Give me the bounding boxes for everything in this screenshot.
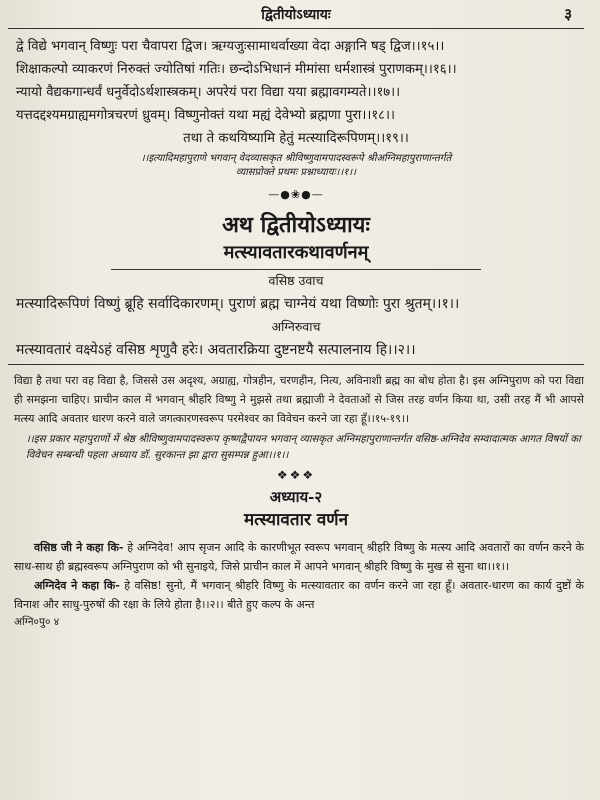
chapter-end-note: ।।इस प्रकार महापुराणों में श्रेष्ठ श्रीविष्णुवामपादस्वरूप कृष्णद्वैपायन भगवान् व्यासकृत अग्निमहापुराणान्तर्गत वसिष्ठ-अग्निदेव सम्वादात्मक आगत विषयों का विवेचन सम्बन्धी पहला अध्याय डॉ. सुरकान्त झा द्वारा सुसम्पन्न हुआ।।१।।	[26, 434, 581, 461]
colophon-line: व्यासप्रोक्ते प्रथमः प्रश्नाध्यायः।।१।।	[235, 167, 357, 178]
speaker-label: वसिष्ठ जी ने कहा कि-	[34, 541, 124, 554]
verse-line: मत्स्यादिरूपिणं विष्णुं ब्रूहि सर्वादिकारणम्। पुराणं ब्रह्म चाग्नेयं यथा विष्णोः पुरा श्रुतम्।।१।।	[16, 296, 460, 312]
signature-mark: अग्नि०पु० ४	[14, 616, 60, 628]
page-header	[8, 0, 584, 29]
speaker-label: अग्निदेव ने कहा कि-	[34, 579, 120, 592]
verse-line: तथा ते कथयिष्यामि हेतुं मत्स्यादिरूपिणम्।।१९।।	[183, 131, 409, 146]
hindi-chapter-label: अध्याय-२	[269, 488, 323, 506]
translation-paragraph	[14, 576, 584, 614]
translation-paragraph: विद्या है तथा परा वह विद्या है, जिससे उस अदृश्य, अग्राह्य, गोत्रहीन, चरणहीन, नित्य, अविनाशी ब्रह्म का बोध होता है। इस अग्निपुराण को परा विद्या ही समझना चाहिए। प्राचीन काल में भगवान् श्रीहरि विष्णु ने मुझसे तथा ब्रह्माजी ने देवताओं से जिस तरह वर्णन किया था, उसी तरह मैं भी आपसे मत्स्य आदि अवतार धारण करने वाले जगत्कारणस्वरूप परमेश्वर का विवेचन करने जा रहा हूँ।।१५-१९।।	[14, 374, 584, 425]
ornament-divider: —●❀●—	[268, 188, 324, 201]
verse-line: शिक्षाकल्पो व्याकरणं निरुक्तं ज्योतिषां गतिः। छन्दोऽभिधानं मीमांसा धर्मशास्त्रं पुराणकम्।।१६।।	[16, 62, 457, 77]
verse-line: द्वे विद्ये भगवान् विष्णुः परा चैवापरा द्विज। ऋग्यजुःसामाथर्वाख्या वेदा अङ्गानि षड् द्विज।।१५।।	[16, 39, 445, 54]
page-number: ३	[564, 5, 572, 23]
running-title: द्वितीयोऽध्यायः	[261, 6, 331, 23]
paragraph-text: हे अग्निदेव! आप सृजन आदि के कारणीभूत स्वरूप भगवान् श्रीहरि विष्णु के मत्स्य आदि अवतारों का वर्णन करने के साथ-साथ ही ब्रह्मस्वरूप अग्निपुराण को भी सुनाइये, जिसे प्राचीन काल में आपने भगवान् श्रीहरि विष्णु के मुख से सुना था।।१।।	[14, 541, 584, 573]
hindi-chapter-title: मत्स्यावतार वर्णन	[243, 510, 349, 530]
colophon	[8, 152, 584, 180]
colophon-line: ।।इत्यादिमहापुराणे भगवान् वेदव्यासकृत श्रीविष्णुवामपादस्वरूपे श्रीअग्निमहापुराणान्तर्गते	[140, 153, 452, 164]
ornament-divider: ❖❖❖	[276, 468, 316, 482]
speaker-heading: वसिष्ठ उवाच	[268, 273, 324, 288]
paragraph-text: हे वसिष्ठ! सुनो, मैं भगवान् श्रीहरि विष्णु के मत्स्यावतार का वर्णन करने जा रहा हूँ। अवतार-धारण का कार्य दुष्टों के विनाश और साधु-पुरुषों की रक्षा के लिये होता है।।२।। बीते हुए कल्प के अन्त	[14, 579, 584, 611]
chapter-subtitle: मत्स्यावतारकथावर्णनम्	[111, 241, 481, 270]
translation-paragraph	[14, 538, 584, 576]
verse-line: मत्स्यावतारं वक्ष्येऽहं वसिष्ठ शृणुवै हरेः। अवतारक्रिया दुष्टनष्टयै सत्पालनाय हि।।२।।	[16, 342, 416, 358]
speaker-heading: अग्निरुवाच	[271, 319, 321, 334]
verse-line: यत्तदद्दश्यमग्राह्यमगोत्रचरणं ध्रुवम्। विष्णुनोक्तं यथा मह्यं देवेभ्यो ब्रह्मणा पुरा।।१८।।	[16, 108, 396, 123]
section-rule	[8, 364, 584, 365]
verse-line: न्यायो वैद्यकगान्धर्वं धनुर्वेदोऽर्थशास्त्रकम्। अपरेयं परा विद्या यया ब्रह्मावगम्यते।।१७।।	[16, 85, 401, 100]
chapter-title: अथ द्वितीयोऽध्यायः	[222, 212, 370, 238]
